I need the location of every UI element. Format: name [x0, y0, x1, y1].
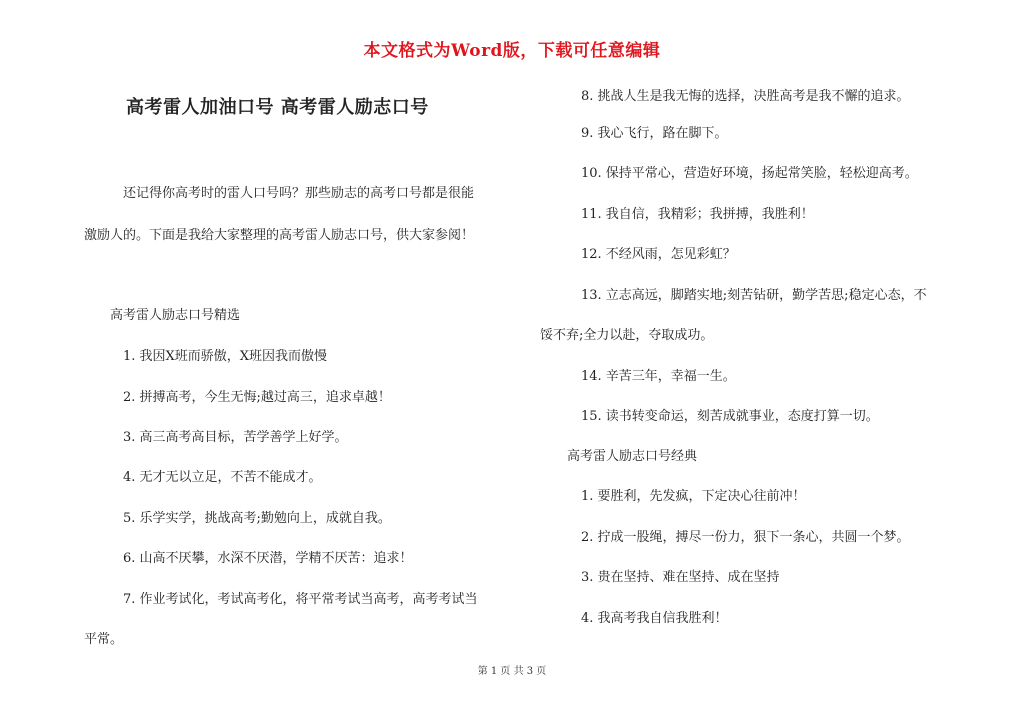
list-item: 2. 拧成一股绳，搏尽一份力，狠下一条心，共圆一个梦。 — [581, 530, 910, 545]
list-item: 12. 不经风雨，怎见彩虹？ — [581, 247, 736, 262]
list-item: 10. 保持平常心，营造好环境，扬起常笑脸，轻松迎高考。 — [581, 166, 918, 181]
list-item: 1. 我因X班而骄傲，X班因我而傲慢 — [123, 349, 328, 364]
list-item: 4. 我高考我自信我胜利！ — [581, 611, 728, 626]
section2-heading: 高考雷人励志口号经典 — [567, 449, 698, 464]
list-item: 14. 辛苦三年，幸福一生。 — [581, 369, 736, 384]
list-item: 4. 无才无以立足，不苦不能成才。 — [123, 470, 322, 485]
format-banner: 本文格式为Word版，下载可任意编辑 — [363, 41, 661, 61]
list-item: 2. 拼搏高考，今生无悔;越过高三，追求卓越！ — [123, 390, 391, 405]
list-item: 11. 我自信，我精彩；我拼搏，我胜利！ — [581, 207, 814, 222]
intro-line-2: 激励人的。下面是我给大家整理的高考雷人励志口号，供大家参阅！ — [84, 228, 475, 243]
page-number: 第 1 页 共 3 页 — [477, 666, 547, 677]
list-item: 3. 高三高考高目标，苦学善学上好学。 — [123, 430, 348, 445]
list-item: 7. 作业考试化，考试高考化，将平常考试当高考，高考考试当 — [123, 592, 478, 607]
list-item: 9. 我心飞行，路在脚下。 — [581, 126, 728, 141]
list-item: 13. 立志高远，脚踏实地;刻苦钻研，勤学苦思;稳定心态，不 — [581, 288, 927, 303]
list-item: 3. 贵在坚持、难在坚持、成在坚持 — [581, 570, 780, 585]
list-item: 15. 读书转变命运，刻苦成就事业，态度打算一切。 — [581, 409, 879, 424]
list-item: 8. 挑战人生是我无悔的选择，决胜高考是我不懈的追求。 — [581, 89, 910, 104]
list-item: 1. 要胜利，先发疯，下定决心往前冲！ — [581, 489, 806, 504]
list-item: 6. 山高不厌攀，水深不厌潜，学精不厌苦：追求！ — [123, 551, 413, 566]
list-item: 5. 乐学实学，挑战高考;勤勉向上，成就自我。 — [123, 511, 391, 526]
list-item: 馁不弃;全力以赴，夺取成功。 — [540, 328, 714, 343]
intro-line-1: 还记得你高考时的雷人口号吗？那些励志的高考口号都是很能 — [123, 186, 475, 201]
list-item: 平常。 — [84, 632, 124, 647]
section1-heading: 高考雷人励志口号精选 — [110, 308, 241, 323]
document-title: 高考雷人加油口号 高考雷人励志口号 — [126, 97, 429, 118]
